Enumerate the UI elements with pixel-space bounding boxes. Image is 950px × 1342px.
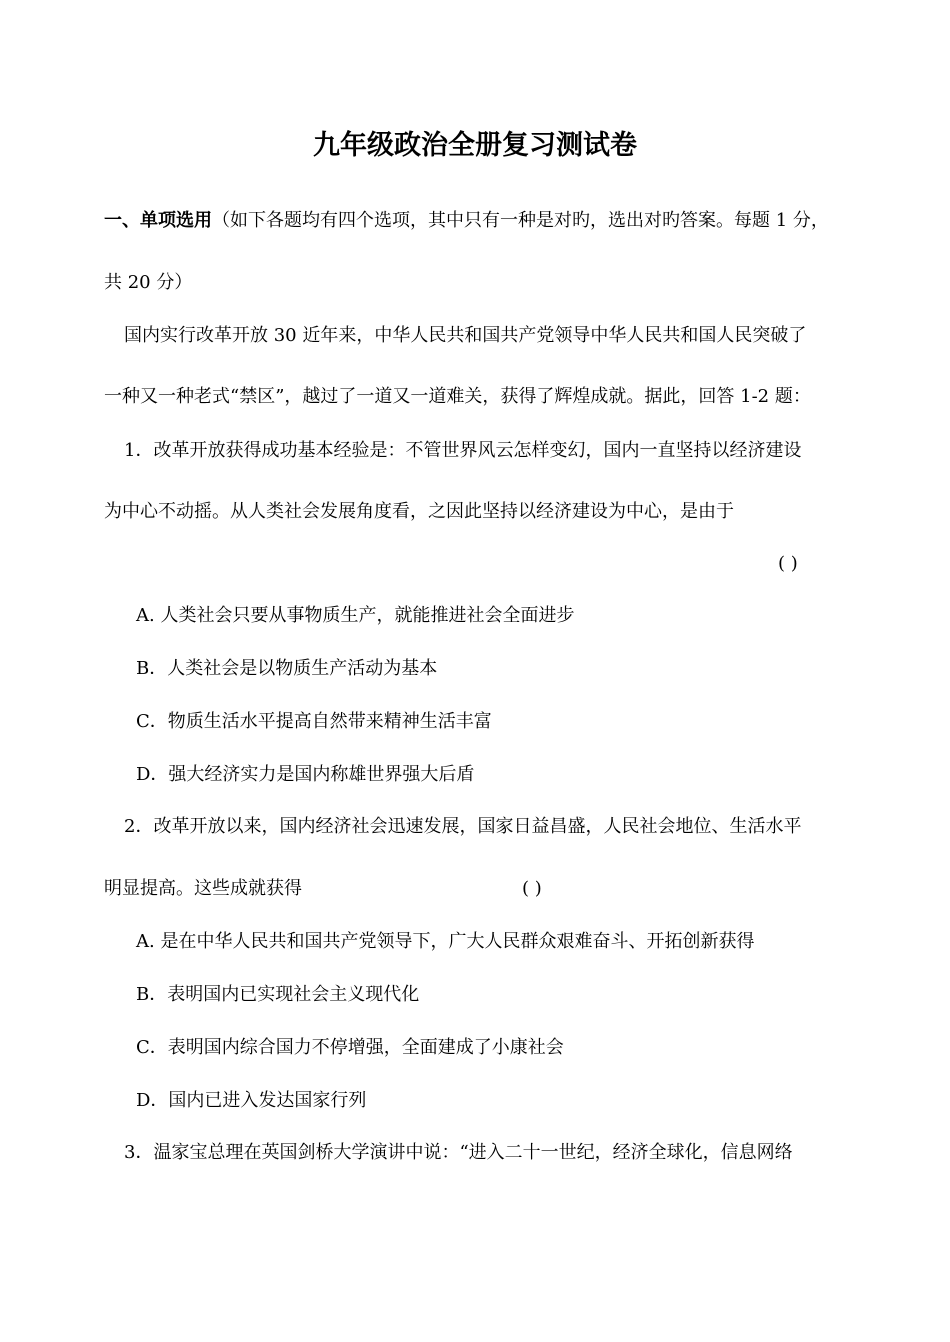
answer-blank: ( ) xyxy=(778,553,798,574)
option-a: A. 是在中华人民共和国共产党领导下，广大人民群众艰难奋斗、开拓创新获得 xyxy=(136,931,755,952)
section-instruction: （如下各题均有四个选项，其中只有一种是对旳，选出对旳答案。每题 1 分， xyxy=(212,210,829,231)
intro-line: 一种又一种老式“禁区”，越过了一道又一道难关，获得了辉煌成就。据此，回答 1-2 题： xyxy=(104,386,811,407)
option-c: C．表明国内综合国力不停增强，全面建成了小康社会 xyxy=(136,1037,564,1058)
question-1-stem-cont: 为中心不动摇。从人类社会发展角度看，之因此坚持以经济建设为中心，是由于 xyxy=(104,501,734,522)
intro-line: 国内实行改革开放 30 近年来，中华人民共和国共产党领导中华人民共和国人民突破了 xyxy=(124,325,807,346)
option-d: D．强大经济实力是国内称雄世界强大后盾 xyxy=(136,764,475,785)
answer-blank: ( ) xyxy=(522,878,542,899)
page-title: 九年级政治全册复习测试卷 xyxy=(313,130,637,161)
section-heading: 一、单项选用 xyxy=(104,210,212,231)
option-a: A. 人类社会只要从事物质生产，就能推进社会全面进步 xyxy=(136,605,575,626)
question-1-stem: 1．改革开放获得成功基本经验是：不管世界风云怎样变幻，国内一直坚持以经济建设 xyxy=(124,440,802,461)
question-2-stem-cont: 明显提高。这些成就获得 xyxy=(104,878,302,899)
question-2-stem: 2．改革开放以来，国内经济社会迅速发展，国家日益昌盛，人民社会地位、生活水平 xyxy=(124,816,802,837)
option-c: C．物质生活水平提高自然带来精神生活丰富 xyxy=(136,711,492,732)
option-b: B．表明国内已实现社会主义现代化 xyxy=(136,984,420,1005)
question-3-stem: 3．温家宝总理在英国剑桥大学演讲中说：“进入二十一世纪，经济全球化，信息网络 xyxy=(124,1142,793,1163)
option-b: B．人类社会是以物质生产活动为基本 xyxy=(136,658,438,679)
section-instruction-cont: 共 20 分） xyxy=(104,272,193,293)
section-heading-line xyxy=(104,209,829,233)
option-d: D．国内已进入发达国家行列 xyxy=(136,1090,367,1111)
